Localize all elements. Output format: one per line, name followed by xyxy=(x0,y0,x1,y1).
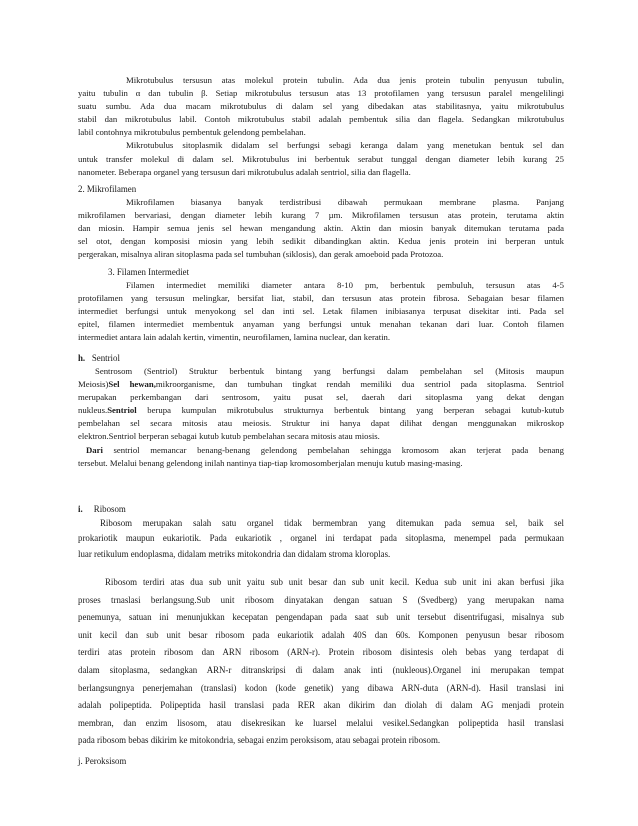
mikrotubulus-section xyxy=(78,74,564,179)
text-line: suatu sumbu. Ada dua macam mikrotubulus di dalam sel yang dibedakan atas stabilitasnya, yaitu mikrotubulus xyxy=(78,101,564,112)
text-line: terdiri atas protein ribosom dan ARN ribosom (ARN-r). Protein ribosom disintesis oleh bebas yang terdapat di xyxy=(78,647,564,658)
text-line: sel otot, dengan komposisi miosin yang lebih sedikit dibandingkan aktin. Kedua jenis protein ini berperan untuk xyxy=(78,236,564,247)
text-line: Sentrosom (Sentriol) Struktur berbentuk bintang yang berfungsi dalam pembelahan sel (Mitosis maupun xyxy=(95,366,564,376)
section-heading: j. Peroksisom xyxy=(78,756,127,766)
sentriol-section xyxy=(78,365,564,470)
text-line: Ribosom merupakan salah satu organel tidak bermembran yang ditemukan pada semua sel, baik sel xyxy=(100,518,564,528)
text-line: Mikrofilamen biasanya banyak terdistribusi dibawah permukaan membrane plasma. Panjang xyxy=(126,197,564,207)
ribosom-paragraph-2 xyxy=(78,574,564,750)
text-line: berlangsungnya penerjemahan (translasi) kodon (kode genetik) yang dibawa ARN-duta (ARN-d). Hasil translasi ini xyxy=(78,682,564,693)
mikrofilamen-section xyxy=(78,196,564,261)
text-line: protofilamen yang tersusun melingkar, bersifat liat, stabil, dan tersusun atas protein fibrosa. Sebagaian besar filamen xyxy=(78,293,564,304)
text-line: intermediet berfungsi untuk menyokong sel dan inti sel. Letak filamen inibiasanya terpusat disekitar inti. Pada sel xyxy=(78,306,564,317)
text-line: dan miosin. Hampir semua jenis sel hewan mengandung aktin. Aktin dan miosin banyak ditemukan terutama pada xyxy=(78,223,564,234)
text-line: untuk transfer molekul di dalam sel. Mikrotubulus ini berbentuk serabut tunggal dengan diameter lebih kurang 25 xyxy=(78,153,564,164)
text-line: adalah polipeptida. Polipeptida hasil translasi pada RER akan dikirim dan diolah di dalam AG menjadi protein xyxy=(78,700,564,711)
section-heading: 2. Mikrofilamen xyxy=(78,184,137,194)
text-line: Ribosom terdiri atas dua sub unit yaitu sub unit besar dan sub unit kecil. Kedua sub unit ini akan berfusi jika xyxy=(105,577,564,587)
text-line: merupakan perkembangan dari sentrosom, yaitu pusat sel, daerah dari sitoplasma yang dekat dengan xyxy=(78,392,564,403)
text-line: pada ribosom bebas dikirim ke mitokondria, sebagai enzim peroksisom, atau sebagai protein ribosom. xyxy=(78,735,441,746)
text-line: nukleus.Sentriol berupa kumpulan mikrotubulus strukturnya berbentuk bintang yang berperan sebagai kutub-kutub xyxy=(78,405,564,416)
text-line: pergerakan, misalnya aliran sitoplasma pada sel tumbuhan (siklosis), dan gerak amoeboid pada Protozoa. xyxy=(78,249,444,260)
text-line: Filamen intermediet memiliki diameter antara 8-10 pm, berbentuk pembuluh, tersusun atas 4-5 xyxy=(126,280,564,290)
text-line: Meiosis)Sel hewan,mikroorganisme, dan tumbuhan tingkat rendah memiliki dua sentriol pada sitoplasma. Sentriol xyxy=(78,379,564,390)
section-heading: 3. Filamen Intermediet xyxy=(108,267,190,277)
text-line: pembelahan sel secara mitosis atau meiosis. Struktur ini hanya dapat dilihat dengan menggunakan mikroskop xyxy=(78,418,564,429)
text-line: proses trnaslasi berlangsung.Sub unit ribosom dinyatakan dengan satuan S (Svedberg) yang merupakan nama xyxy=(78,594,564,605)
filamen-section xyxy=(78,279,564,344)
text-line: prokariotik maupun eukariotik. Pada eukariotik , organel ini terdapat pada sitoplasma, menempel pada permukaan xyxy=(78,533,564,544)
section-label: h. xyxy=(78,353,86,363)
text-line: epitel, filamen intermediet membentuk anyaman yang berfungsi untuk menahan tekanan dari luar. Contoh filamen xyxy=(78,319,564,330)
text-line: intermediet antara lain adalah kertin, vimentin, neurofilamen, lamina nuclear, dan keratin. xyxy=(78,332,391,343)
text-line: tersebut. Melalui benang gelendong inilah nantinya tiap-tiap kromosomberjalan menuju kutub masing-masing. xyxy=(78,457,463,468)
text-line: labil contohnya mikrotubulus pembentuk gelendong pembelahan. xyxy=(78,127,306,138)
text-line: dalam sitoplasma, sedangkan ARN-r ditranskripsi di dalam anak inti (nukleous).Organel ini merupakan tempat xyxy=(78,664,564,675)
ribosom-paragraph-1 xyxy=(78,516,564,562)
section-title: Sentriol xyxy=(91,353,120,363)
text-line: mikrofilamen bervariasi, dengan diameter lebih kurang 7 µm. Mikrofilamen tersusun atas protein, terutama aktin xyxy=(78,210,564,221)
text-line: yaitu tubulin α dan tubulin β. Setiap mikrotubulus tersusun atas 13 protofilamen yang tersusun paralel mengelilingi xyxy=(78,88,564,99)
text-line: stabil dan mikrotubulus labil. Contoh mikrotubulus stabil adalah pembentuk silia dan flagela. Sedangkan mikrotubulus xyxy=(78,114,564,125)
section-heading xyxy=(78,503,126,515)
text-line: nanometer. Beberapa organel yang tersusun dari mikrotubulus adalah sentriol, silia dan flagella. xyxy=(78,166,411,177)
section-heading xyxy=(78,352,120,364)
text-line: elektron.Sentriol berperan sebagai kutub kutub pembelahan secara mitosis atau miosis. xyxy=(78,431,380,442)
text-line: Dari sentriol memancar benang-benang gelendong pembelahan sehingga kromosom akan terjerat pada benang xyxy=(86,444,564,455)
section-label: i. xyxy=(78,504,83,514)
text-line: Mikrotubulus sitoplasmik didalam sel berfungsi sebagi keranga dalam yang menetukan bentuk sel dan xyxy=(126,140,564,151)
text-line: membran, dan enzim lisosom, atau disekresikan ke luarsel melalui vesikel.Sedangkan polipeptida hasil translasi xyxy=(78,717,564,728)
section-title: Ribosom xyxy=(93,504,126,514)
text-line: luar retikulum endoplasma, didalam metriks mitokondria dan didalam stroma kloroplas. xyxy=(78,548,391,559)
text-line: penemunya, satuan ini menunjukkan kecepatan pengendapan pada saat sub unit tersebut disentrifugasi, misalnya sub xyxy=(78,612,564,623)
text-line: unit kecil dan sub unit besar ribosom pada eukariotik adalah 40S dan 60s. Komponen penyusun besar ribosom xyxy=(78,629,564,640)
text-line: Mikrotubulus tersusun atas molekul protein tubulin. Ada dua jenis protein tubulin penyusun tubulin, xyxy=(126,75,564,85)
